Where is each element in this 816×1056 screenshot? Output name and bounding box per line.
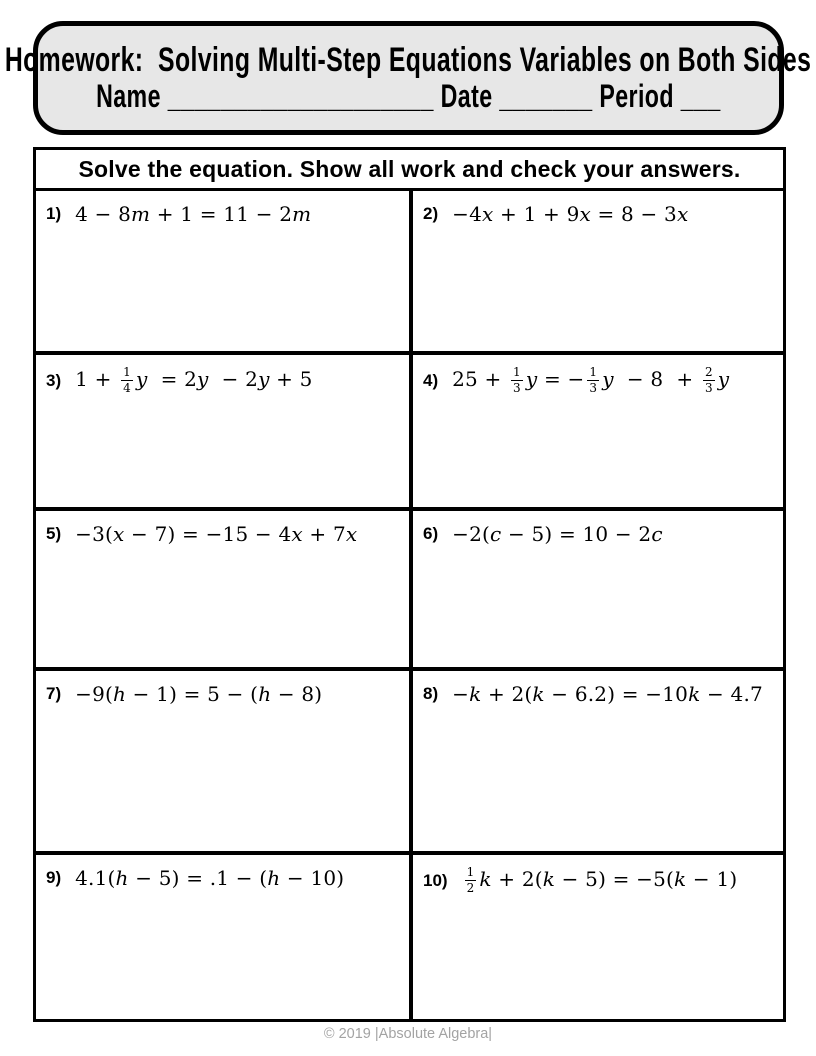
- problem-number: 10): [423, 870, 448, 890]
- problem-cell-9: [36, 855, 413, 1019]
- problem-cell-4: [413, 355, 783, 507]
- problem-number: 5): [46, 524, 62, 543]
- problem-cell-2: [413, 191, 783, 351]
- problem-number: 4): [423, 370, 439, 390]
- name-label: Name: [96, 79, 161, 116]
- problem-equation: −9(h − 1) = 5 − (h − 8): [75, 682, 323, 706]
- date-label: Date: [440, 79, 493, 116]
- problem-equation: 25 + $\frac{1}{3}$ y = − $\frac{1}{3}$ y − 8 + $\frac{2}{3}$ y: [452, 365, 730, 396]
- period-label: Period: [599, 79, 675, 116]
- date-blank: _______: [499, 79, 593, 116]
- problem-equation: −2(c − 5) = 10 − 2c: [452, 522, 663, 546]
- table-row: [36, 511, 783, 671]
- problem-equation: 4 − 8m + 1 = 11 − 2m: [75, 202, 312, 226]
- instructions-bar: Solve the equation. Show all work and check your answers.: [36, 150, 783, 191]
- problem-number: 2): [423, 204, 439, 223]
- problem-cell-3: [36, 355, 413, 507]
- problem-cell-8: [413, 671, 783, 851]
- name-date-period-line: [96, 77, 721, 118]
- problem-number: 3): [46, 370, 62, 390]
- table-row: [36, 855, 783, 1019]
- problem-cell-6: [413, 511, 783, 667]
- problems-table: [33, 147, 786, 1022]
- period-blank: ___: [680, 79, 721, 116]
- problem-equation: −3(x − 7) = −15 − 4x + 7x: [75, 522, 358, 546]
- problem-number: 6): [423, 524, 439, 543]
- problem-equation: $\frac{1}{2}$ k + 2(k − 5) = −5(k − 1): [466, 865, 738, 896]
- problem-number: 7): [46, 684, 62, 703]
- name-blank: ____________________: [167, 79, 434, 116]
- copyright-footer: © 2019 |Absolute Algebra|: [323, 1026, 493, 1042]
- table-row: [36, 355, 783, 511]
- problem-number: 8): [423, 684, 439, 703]
- problem-number: 9): [46, 868, 62, 887]
- problem-cell-7: [36, 671, 413, 851]
- problem-number: 1): [46, 204, 62, 223]
- table-row: [36, 671, 783, 855]
- problem-equation: −k + 2(k − 6.2) = −10k − 4.7: [452, 682, 763, 706]
- problem-cell-5: [36, 511, 413, 667]
- table-row: [36, 191, 783, 355]
- problem-equation: 4.1(h − 5) = .1 − (h − 10): [75, 866, 345, 890]
- problem-cell-10: [413, 855, 783, 1019]
- worksheet-title-box: [5, 21, 812, 135]
- worksheet-title: Homework: Solving Multi-Step Equations Variables on Both Sides: [5, 39, 812, 79]
- problem-cell-1: [36, 191, 413, 351]
- problem-equation: −4x + 1 + 9x = 8 − 3x: [452, 202, 689, 226]
- problem-equation: 1 + $\frac{1}{4}$ y = 2y − 2y + 5: [75, 365, 313, 396]
